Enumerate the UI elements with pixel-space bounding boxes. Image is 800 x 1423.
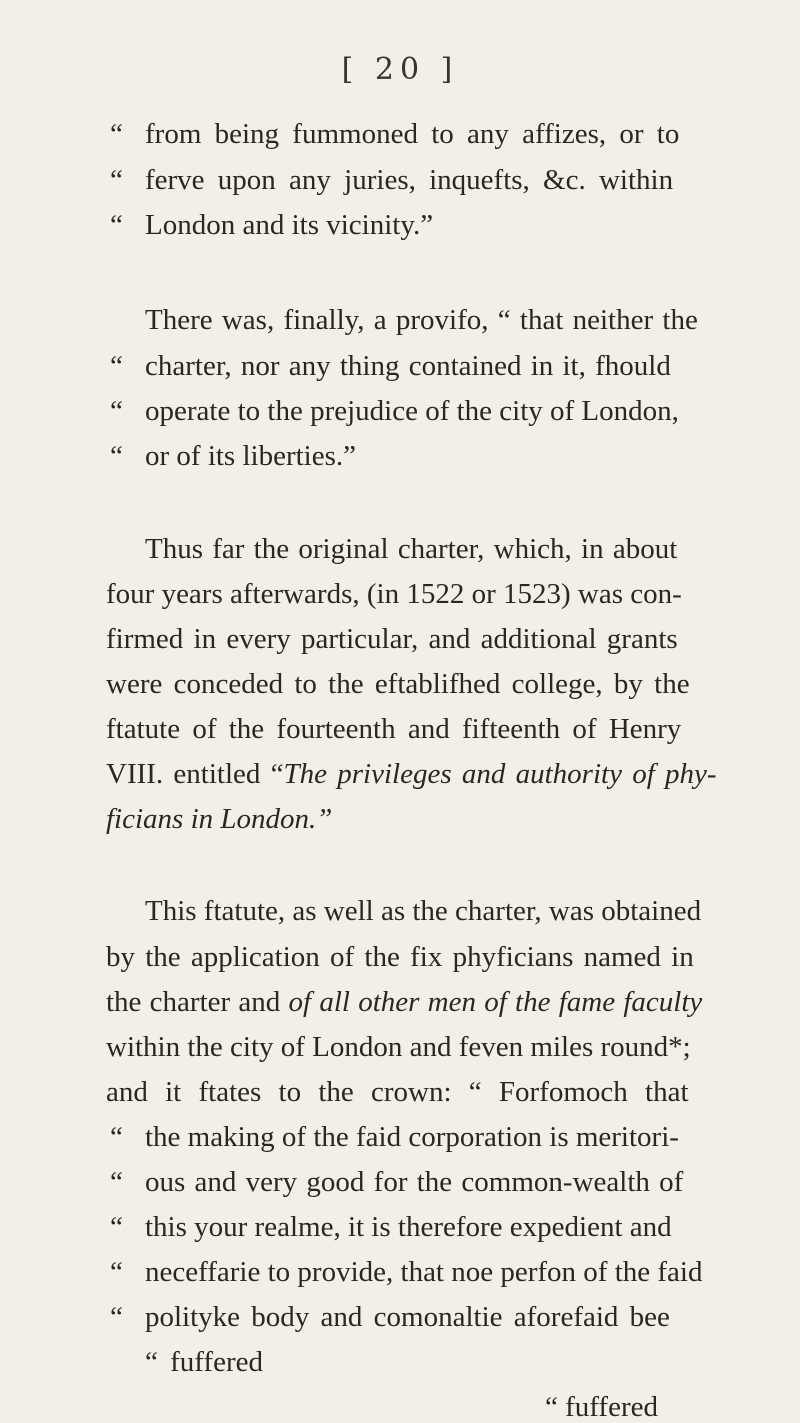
line-text: or of its liberties.” xyxy=(145,440,357,472)
quote-mark: “ xyxy=(110,209,123,241)
line-text: charter, nor any thing contained in it, fhould xyxy=(145,350,671,382)
catchword-text: “ fuffered xyxy=(545,1391,658,1423)
quote-mark: “ xyxy=(110,1301,123,1333)
line-text: ftatute of the fourteenth and fifteenth of Henry xyxy=(106,713,682,745)
line-text: from being fummoned to any affizes, or to xyxy=(145,118,680,150)
line-text: four years afterwards, (in 1522 or 1523) was con- xyxy=(106,578,682,610)
line-text: neceffarie to provide, that noe perfon of the faid xyxy=(145,1256,703,1288)
quote-mark: “ xyxy=(110,395,123,427)
line-text: VIII. entitled “ xyxy=(106,758,284,790)
quote-mark: “ xyxy=(110,1121,123,1153)
line-text: polityke body and comonaltie aforefaid bee xyxy=(145,1301,670,1333)
line-text: ous and very good for the common-wealth of xyxy=(145,1166,684,1198)
quote-mark: “ xyxy=(110,1211,123,1243)
line-text: the making of the faid corporation is meritori- xyxy=(145,1121,679,1153)
line-text: by the application of the fix phyficians named in xyxy=(106,941,694,973)
line-text: operate to the prejudice of the city of London, xyxy=(145,395,679,427)
quote-mark: “ xyxy=(110,1166,123,1198)
line-text: There was, finally, a provifo, “ that neither the xyxy=(145,304,698,336)
line-text: This ftatute, as well as the charter, was obtained xyxy=(145,895,702,927)
italic-title-cont: ficians in London.” xyxy=(106,803,333,835)
line-text: this your realme, it is therefore expedient and xyxy=(145,1211,672,1243)
line-text: within the city of London and feven miles round*; xyxy=(106,1031,691,1063)
page-number: [ 20 ] xyxy=(341,52,459,87)
italic-phrase: of all other men of the fame faculty xyxy=(288,986,703,1018)
quote-mark: “ xyxy=(110,1256,123,1288)
line-text: ferve upon any juries, inquefts, &c. within xyxy=(145,164,674,196)
line-text: “ fuffered xyxy=(145,1346,263,1378)
italic-title: The privileges and authority of phy- xyxy=(283,758,717,790)
quote-mark: “ xyxy=(110,350,123,382)
line-text: were conceded to the eftablifhed college, by the xyxy=(106,668,690,700)
quote-mark: “ xyxy=(110,118,123,150)
line-text: Thus far the original charter, which, in about xyxy=(145,533,678,565)
quote-mark: “ xyxy=(110,440,123,472)
line-text: the charter and xyxy=(106,986,281,1018)
line-text: firmed in every particular, and additional grants xyxy=(106,623,678,655)
line-text: and it ftates to the crown: “ Forfomoch that xyxy=(106,1076,689,1108)
line-text: London and its vicinity.” xyxy=(145,209,434,241)
quote-mark: “ xyxy=(110,164,123,196)
